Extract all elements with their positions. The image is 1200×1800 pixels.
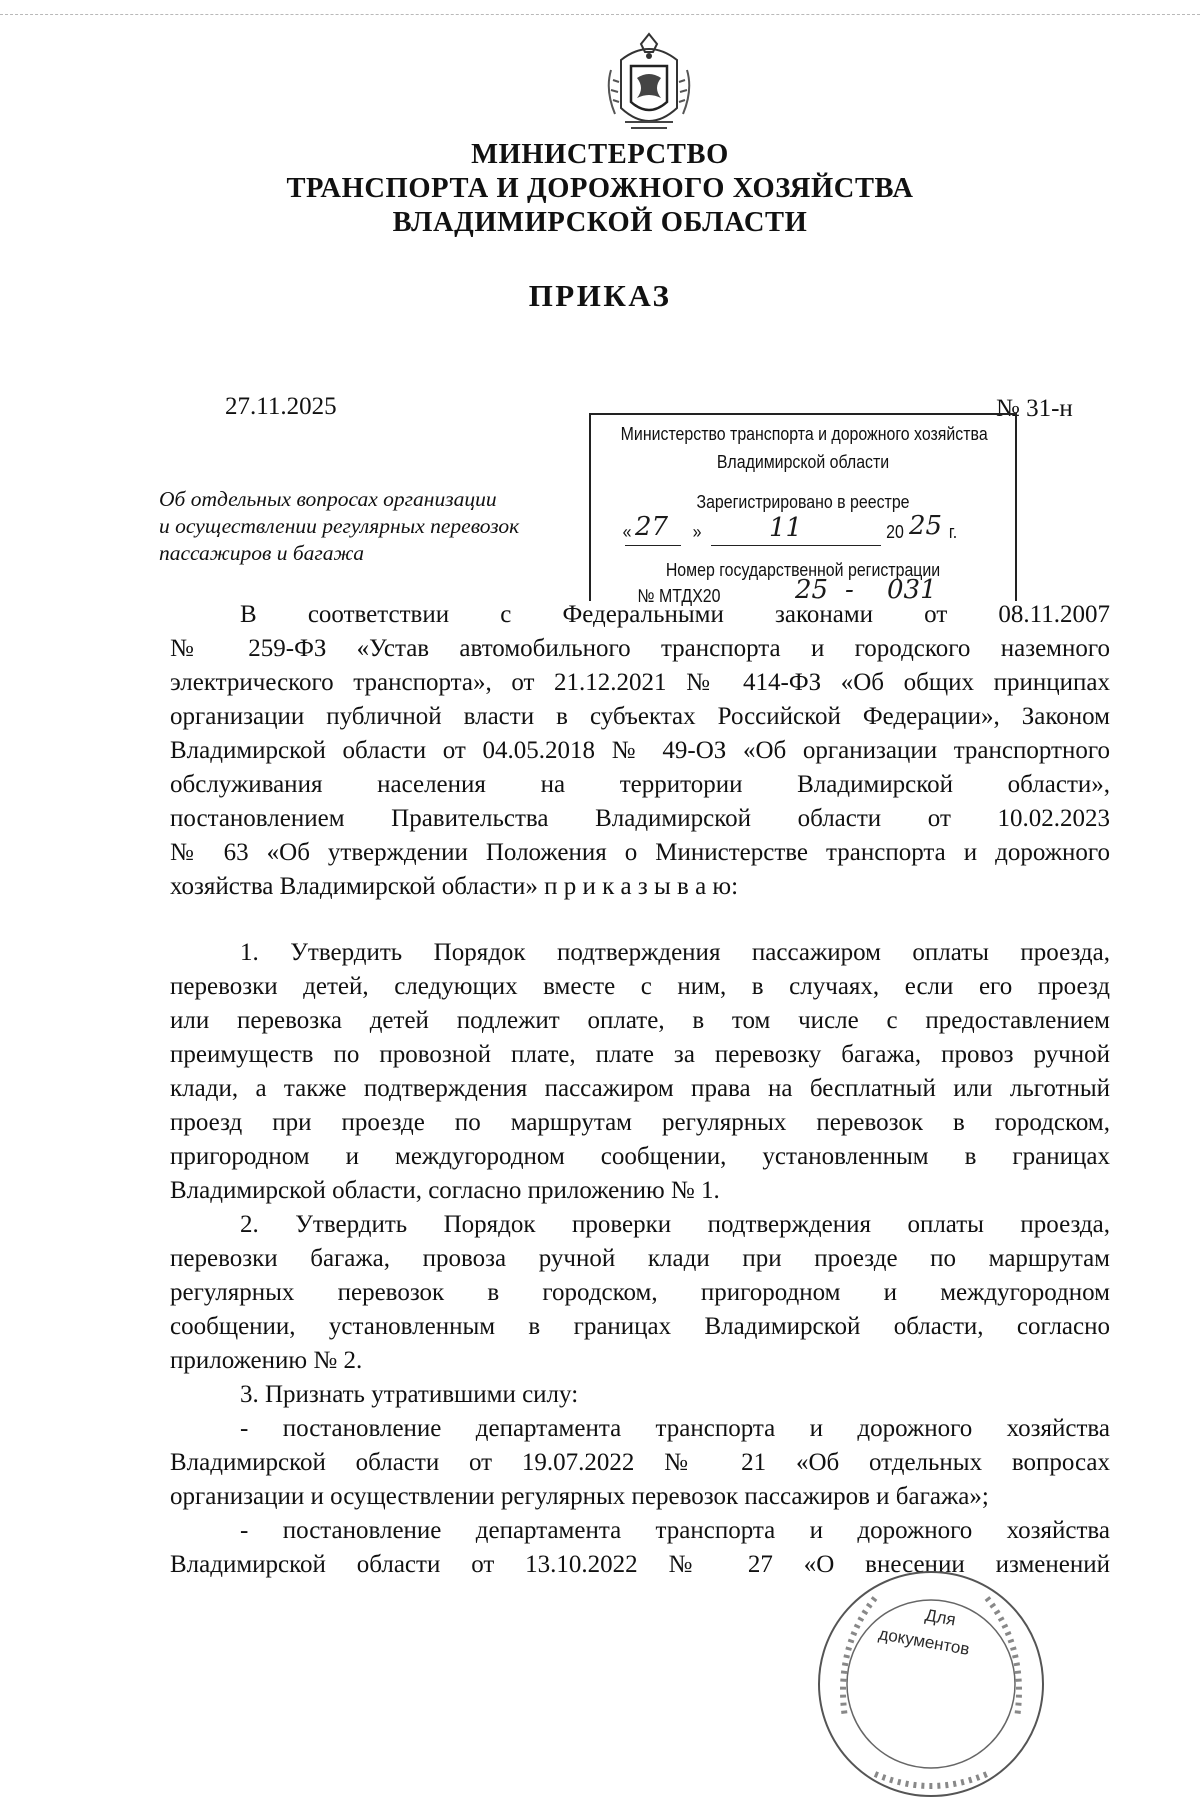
item1-line-5: клади, а также подтверждения пассажиром права на бесплатный или льготный bbox=[170, 1075, 1110, 1102]
stamp-year-suffix: 25 bbox=[909, 511, 943, 541]
stamp-year-end: г. bbox=[948, 521, 958, 542]
registration-stamp bbox=[589, 413, 1017, 606]
stamp-open-quote: « bbox=[622, 521, 632, 542]
stamp-reg-year: 25 bbox=[795, 575, 829, 605]
stamp-state-reg-line: Номер государственной регистрации bbox=[665, 559, 941, 580]
coat-of-arms-icon bbox=[601, 30, 697, 142]
stamp-date-month: 11 bbox=[769, 513, 803, 543]
ministry-title-line-2: ТРАНСПОРТА И ДОРОЖНОГО ХОЗЯЙСТВА bbox=[286, 173, 914, 204]
item1-line-4: преимуществ по провозной плате, плате за перевозку багажа, провоз ручной bbox=[170, 1041, 1110, 1068]
stamp-ministry-line: Министерство транспорта и дорожного хозяйства bbox=[620, 423, 988, 444]
preamble-line-6: обслуживания населения на территории Владимирской области», bbox=[170, 771, 1110, 798]
stamp-month-underline bbox=[711, 545, 881, 546]
item2-line-4: сообщении, установленным в границах Владимирской области, согласно bbox=[170, 1313, 1110, 1340]
item1-line-8: Владимирской области, согласно приложению № 1. bbox=[170, 1177, 720, 1204]
preamble-line-7: постановлением Правительства Владимирской области от 10.02.2023 bbox=[170, 805, 1110, 832]
document-type-title: ПРИКАЗ bbox=[528, 278, 672, 313]
stamp-reg-number: 031 bbox=[887, 575, 937, 605]
item2-line-5: приложению № 2. bbox=[170, 1347, 363, 1374]
order-number: № 31-н bbox=[996, 395, 1073, 422]
item3-bullet1-line-1: - постановление департамента транспорта и дорожного хозяйства bbox=[240, 1415, 1110, 1442]
ministry-title-line-1: МИНИСТЕРСТВО bbox=[471, 139, 729, 170]
round-seal-stamp bbox=[815, 1568, 1047, 1800]
stamp-reg-prefix: № МТДХ20 bbox=[637, 585, 721, 606]
stamp-registered-line: Зарегистрировано в реестре bbox=[696, 491, 910, 512]
stamp-close-quote: » bbox=[692, 521, 702, 542]
item1-line-3: или перевозка детей подлежит оплате, в том числе с предоставлением bbox=[170, 1007, 1110, 1034]
item1-line-6: проезд при проезде по маршрутам регулярных перевозок в городском, bbox=[170, 1109, 1110, 1136]
item3-bullet2-line-2: Владимирской области от 13.10.2022 № 27 «О внесении изменений bbox=[170, 1551, 1110, 1578]
item1-line-7: пригородном и междугородном сообщении, установленным в границах bbox=[170, 1143, 1110, 1170]
item3-bullet1-line-2: Владимирской области от 19.07.2022 № 21 «Об отдельных вопросах bbox=[170, 1449, 1110, 1476]
stamp-date-day: 27 bbox=[635, 512, 669, 542]
preamble-line-9: хозяйства Владимирской области» п р и к а з ы в а ю: bbox=[170, 873, 739, 900]
preamble-line-2: № 259-ФЗ «Устав автомобильного транспорта и городского наземного bbox=[170, 635, 1110, 662]
preamble-line-8: № 63 «Об утверждении Положения о Министерстве транспорта и дорожного bbox=[170, 839, 1110, 866]
preamble-line-1: В соответствии с Федеральными законами от 08.11.2007 bbox=[240, 601, 1110, 628]
stamp-reg-dash: - bbox=[845, 575, 854, 605]
order-date: 27.11.2025 bbox=[225, 393, 337, 420]
item1-line-1: 1. Утвердить Порядок подтверждения пассажиром оплаты проезда, bbox=[240, 939, 1110, 966]
preamble-line-4: организации публичной власти в субъектах Российской Федерации», Законом bbox=[170, 703, 1110, 730]
preamble-line-3: электрического транспорта», от 21.12.2021 № 414-ФЗ «Об общих принципах bbox=[170, 669, 1110, 696]
seal-inner-line-1: Для bbox=[923, 1605, 958, 1630]
item2-line-3: регулярных перевозок в городском, пригородном и междугородном bbox=[170, 1279, 1110, 1306]
item3-bullet2-line-1: - постановление департамента транспорта и дорожного хозяйства bbox=[240, 1517, 1110, 1544]
item2-line-1: 2. Утвердить Порядок проверки подтверждения оплаты проезда, bbox=[240, 1211, 1110, 1238]
stamp-year-prefix: 20 bbox=[886, 521, 904, 542]
subject-line-2: и осуществлении регулярных перевозок bbox=[159, 514, 520, 538]
stamp-region-line: Владимирской области bbox=[716, 451, 890, 472]
preamble-line-5: Владимирской области от 04.05.2018 № 49-ОЗ «Об организации транспортного bbox=[170, 737, 1110, 764]
scan-edge-line bbox=[0, 14, 1200, 16]
item1-line-2: перевозки детей, следующих вместе с ним, в случаях, если его проезд bbox=[170, 973, 1110, 1000]
subject-line-3: пассажиров и багажа bbox=[159, 541, 365, 565]
item3-bullet1-line-3: организации и осуществлении регулярных перевозок пассажиров и багажа»; bbox=[170, 1483, 989, 1510]
seal-inner-line-2: документов bbox=[877, 1624, 971, 1659]
subject-line-1: Об отдельных вопросах организации bbox=[159, 487, 497, 511]
item3-heading: 3. Признать утратившими силу: bbox=[240, 1381, 579, 1408]
ministry-title-line-3: ВЛАДИМИРСКОЙ ОБЛАСТИ bbox=[392, 207, 808, 238]
item2-line-2: перевозки багажа, провоза ручной клади при проезде по маршрутам bbox=[170, 1245, 1110, 1272]
stamp-day-underline bbox=[625, 545, 681, 546]
